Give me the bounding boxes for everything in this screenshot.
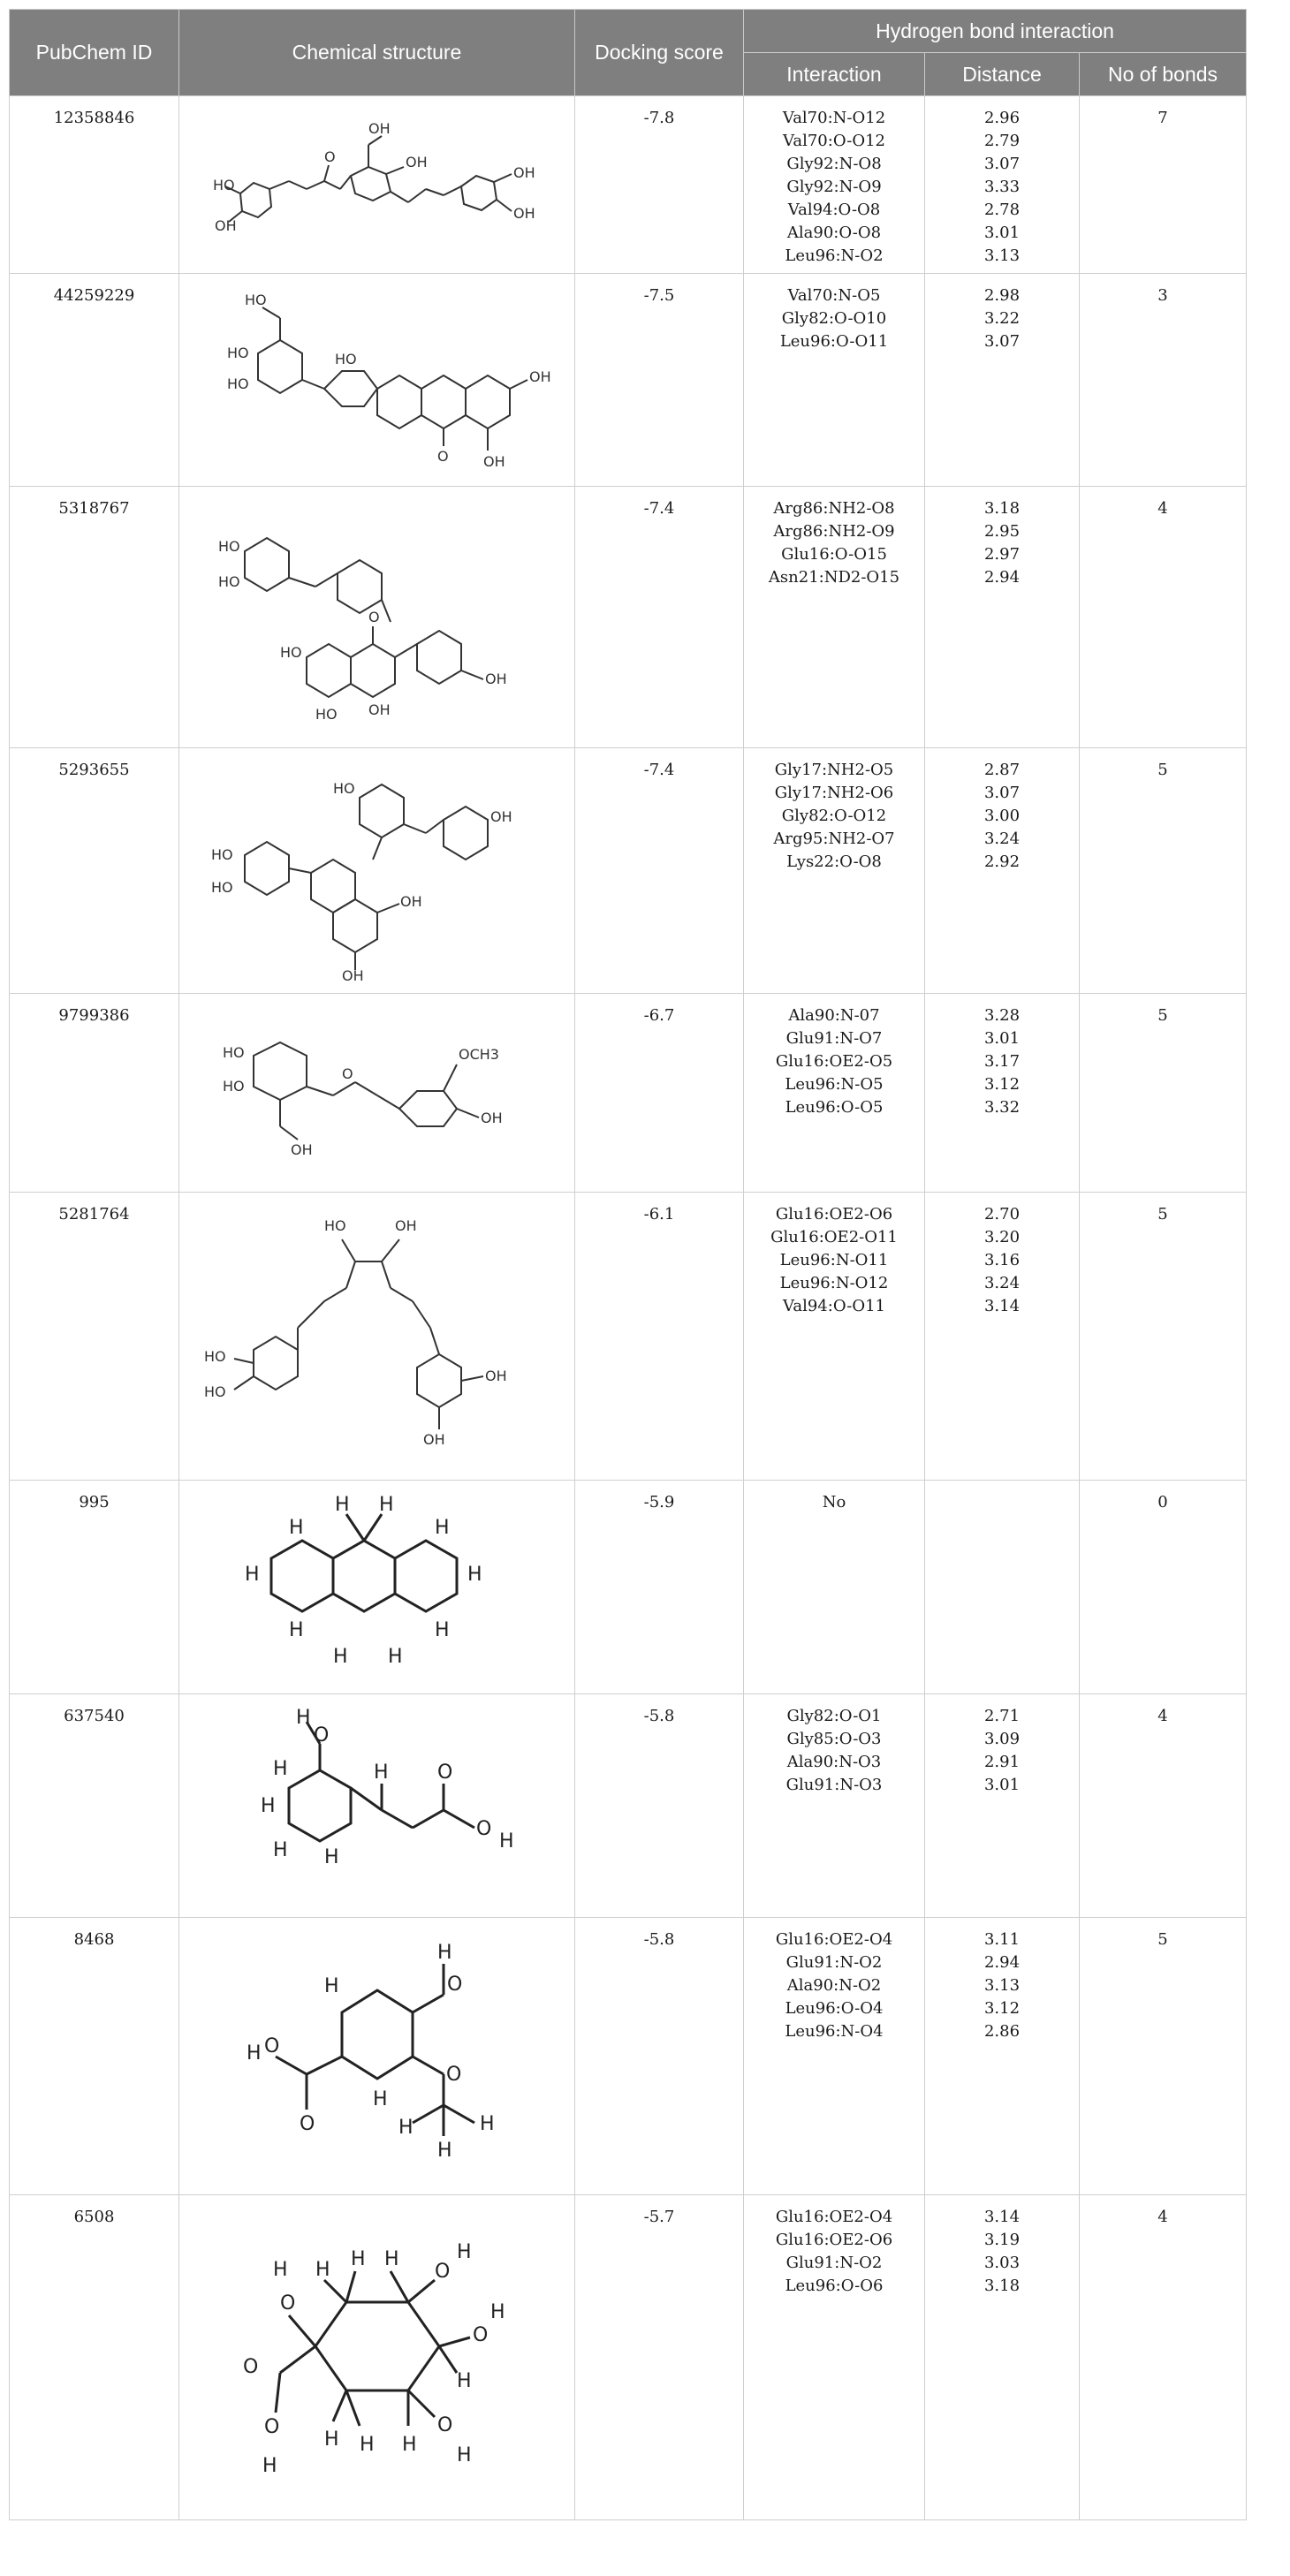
interaction-entry: Leu96:O-O4 — [785, 1999, 884, 2018]
svg-text:OH: OH — [528, 368, 551, 385]
svg-text:H: H — [479, 2112, 495, 2135]
svg-text:HO: HO — [332, 780, 355, 797]
chemical-structure-image — [192, 2205, 563, 2510]
table-row — [10, 274, 1247, 487]
distance-entry: 2.91 — [983, 1753, 1021, 1771]
svg-text:OH: OH — [341, 967, 364, 983]
interaction-cell — [744, 994, 925, 1193]
distance-entry: 3.07 — [983, 784, 1021, 802]
interaction-entry: Ala90:N-07 — [788, 1006, 880, 1025]
interaction-cell — [744, 274, 925, 487]
svg-text:OCH3: OCH3 — [458, 1045, 499, 1063]
distance-entry: 3.17 — [983, 1052, 1021, 1071]
distance-entry: 3.33 — [983, 178, 1021, 196]
docking-results-table — [9, 9, 1247, 2520]
table-row — [10, 1918, 1247, 2195]
distance-entry: 3.20 — [983, 1228, 1021, 1246]
interaction-entry: Gly82:O-O12 — [781, 807, 887, 825]
svg-text:O: O — [368, 608, 380, 625]
interaction-entry: Leu96:N-O4 — [785, 2022, 884, 2041]
structure-cell — [179, 96, 575, 274]
distance-entry: 3.12 — [983, 1075, 1021, 1094]
svg-text:H: H — [272, 1758, 288, 1780]
distance-entry: 3.01 — [983, 224, 1021, 242]
svg-text:HO: HO — [279, 643, 302, 661]
bond-count-cell: 5 — [1080, 994, 1247, 1193]
distance-entry: 2.94 — [983, 1953, 1021, 1972]
interaction-entry: Glu16:OE2-O4 — [775, 2208, 893, 2226]
chemical-structure-image — [192, 498, 563, 737]
svg-text:H: H — [436, 1941, 452, 1964]
bond-count-cell: 3 — [1080, 274, 1247, 487]
interaction-entry: Val94:O-O11 — [783, 1297, 885, 1315]
svg-text:O: O — [279, 2292, 295, 2315]
svg-text:H: H — [359, 2434, 375, 2456]
svg-text:H: H — [295, 1707, 311, 1729]
svg-text:H: H — [244, 1564, 260, 1586]
table-row — [10, 1694, 1247, 1918]
svg-text:O: O — [436, 448, 449, 465]
chemical-structure-image — [192, 1704, 563, 1907]
interaction-entry: Glu91:N-O2 — [785, 1953, 883, 1972]
bond-count-cell: 4 — [1080, 487, 1247, 748]
svg-text:O: O — [434, 2261, 450, 2283]
distance-entry: 3.07 — [983, 155, 1021, 173]
interaction-entry: Leu96:N-O12 — [779, 1274, 889, 1292]
interaction-entry: Leu96:N-O5 — [785, 1075, 884, 1094]
distance-cell — [925, 1918, 1080, 2195]
svg-text:O: O — [445, 2063, 461, 2086]
interaction-cell — [744, 1481, 925, 1694]
distance-entry: 2.71 — [983, 1707, 1021, 1725]
structure-cell — [179, 274, 575, 487]
svg-text:H: H — [272, 1839, 288, 1861]
interaction-entry: Leu96:O-O6 — [785, 2277, 884, 2295]
distance-entry: 3.01 — [983, 1776, 1021, 1794]
svg-text:H: H — [373, 1762, 389, 1784]
interaction-entry: Glu91:N-O7 — [785, 1029, 883, 1048]
distance-entry: 3.13 — [983, 246, 1021, 265]
svg-text:O: O — [313, 1724, 329, 1746]
svg-text:O: O — [299, 2112, 315, 2135]
svg-text:OH: OH — [399, 893, 422, 910]
svg-text:HO: HO — [244, 292, 267, 308]
interaction-entry: Ala90:N-O2 — [786, 1976, 882, 1995]
svg-text:O: O — [242, 2356, 258, 2378]
distance-entry: 3.09 — [983, 1730, 1021, 1748]
interaction-cell — [744, 1694, 925, 1918]
svg-text:O: O — [446, 1973, 462, 1996]
svg-text:HO: HO — [212, 177, 235, 193]
chemical-structure-image — [192, 1488, 563, 1686]
structure-cell — [179, 1694, 575, 1918]
svg-text:H: H — [398, 2116, 414, 2139]
svg-text:H: H — [456, 2444, 472, 2466]
chemical-structure-image — [192, 105, 563, 264]
svg-text:OH: OH — [405, 154, 428, 170]
docking-score-cell: -7.8 — [575, 96, 744, 274]
svg-text:H: H — [434, 1517, 450, 1539]
distance-entry: 3.03 — [983, 2254, 1021, 2272]
structure-cell — [179, 1193, 575, 1481]
svg-text:H: H — [434, 1619, 450, 1641]
svg-text:OH: OH — [422, 1430, 445, 1448]
svg-text:H: H — [323, 1974, 339, 1997]
interaction-entry: Arg86:NH2-O9 — [773, 522, 895, 541]
structure-cell — [179, 2195, 575, 2520]
distance-cell — [925, 274, 1080, 487]
svg-text:HO: HO — [210, 879, 233, 896]
table-row — [10, 96, 1247, 274]
svg-text:O: O — [341, 1064, 353, 1082]
svg-text:OH: OH — [489, 808, 512, 825]
docking-score-cell: -7.4 — [575, 748, 744, 994]
interaction-entry: Glu16:OE2-O6 — [775, 2231, 893, 2249]
svg-text:H: H — [323, 2428, 339, 2451]
svg-text:H: H — [401, 2434, 417, 2456]
svg-text:H: H — [378, 1494, 394, 1516]
svg-text:H: H — [498, 1830, 514, 1852]
interaction-entry: Glu91:N-O2 — [785, 2254, 883, 2272]
table-row — [10, 748, 1247, 994]
svg-text:OH: OH — [368, 701, 391, 718]
distance-entry: 3.11 — [983, 1930, 1021, 1949]
distance-entry: 3.00 — [983, 807, 1021, 825]
docking-score-cell: -5.8 — [575, 1918, 744, 2195]
pubchem-id-cell: 995 — [10, 1481, 179, 1694]
header-chemical-structure: Chemical structure — [179, 10, 575, 96]
svg-text:H: H — [489, 2301, 505, 2323]
svg-text:O: O — [263, 2416, 279, 2438]
bond-count-cell: 5 — [1080, 748, 1247, 994]
interaction-cell — [744, 487, 925, 748]
structure-cell — [179, 748, 575, 994]
svg-text:H: H — [262, 2455, 277, 2477]
header-docking-score: Docking score — [575, 10, 744, 96]
bond-count-cell: 0 — [1080, 1481, 1247, 1694]
svg-text:OH: OH — [368, 120, 391, 137]
interaction-entry: Glu16:O-O15 — [781, 545, 887, 564]
svg-text:O: O — [436, 2414, 452, 2436]
svg-text:HO: HO — [222, 1043, 245, 1061]
interaction-entry: Arg86:NH2-O8 — [773, 499, 895, 518]
svg-text:OH: OH — [290, 1140, 313, 1158]
interaction-entry: Asn21:ND2-O15 — [768, 568, 900, 587]
distance-entry: 2.78 — [983, 201, 1021, 219]
distance-entry: 3.24 — [983, 1274, 1021, 1292]
table-row — [10, 1481, 1247, 1694]
structure-cell — [179, 1918, 575, 2195]
distance-entry: 3.24 — [983, 830, 1021, 848]
svg-text:H: H — [456, 2241, 472, 2263]
chemical-structure-image — [192, 1928, 563, 2185]
svg-text:HO: HO — [217, 537, 240, 555]
svg-text:HO: HO — [226, 375, 249, 392]
interaction-entry: Glu16:OE2-O5 — [775, 1052, 893, 1071]
bond-count-cell: 5 — [1080, 1918, 1247, 2195]
svg-text:H: H — [246, 2042, 262, 2065]
interaction-entry: Gly17:NH2-O6 — [774, 784, 894, 802]
svg-text:O: O — [263, 2034, 279, 2057]
interaction-entry: Glu16:OE2-O11 — [770, 1228, 898, 1246]
svg-text:H: H — [383, 2248, 399, 2270]
bond-count-cell: 7 — [1080, 96, 1247, 274]
interaction-entry: Gly92:N-O9 — [786, 178, 882, 196]
distance-entry: 3.14 — [983, 2208, 1021, 2226]
header-hbond-group: Hydrogen bond interaction — [744, 10, 1247, 53]
table-row — [10, 994, 1247, 1193]
svg-text:H: H — [372, 2087, 388, 2110]
svg-text:H: H — [436, 2139, 452, 2162]
distance-cell — [925, 1481, 1080, 1694]
distance-entry: 2.98 — [983, 286, 1021, 305]
pubchem-id-cell: 6508 — [10, 2195, 179, 2520]
distance-entry: 2.86 — [983, 2022, 1021, 2041]
svg-text:OH: OH — [484, 670, 507, 687]
distance-cell — [925, 1193, 1080, 1481]
interaction-entry: Leu96:N-O11 — [779, 1251, 889, 1269]
interaction-entry: Gly92:N-O8 — [786, 155, 882, 173]
bond-count-cell: 4 — [1080, 2195, 1247, 2520]
svg-text:H: H — [467, 1564, 482, 1586]
distance-cell — [925, 1694, 1080, 1918]
pubchem-id-cell: 5293655 — [10, 748, 179, 994]
distance-entry: 3.18 — [983, 2277, 1021, 2295]
svg-text:HO: HO — [203, 1347, 226, 1365]
svg-text:H: H — [323, 1846, 339, 1868]
bond-count-cell: 5 — [1080, 1193, 1247, 1481]
table-header — [10, 10, 1247, 96]
distance-entry: 3.01 — [983, 1029, 1021, 1048]
distance-entry: 2.70 — [983, 1205, 1021, 1224]
interaction-entry: Gly17:NH2-O5 — [774, 761, 894, 779]
interaction-entry: Val70:N-O5 — [787, 286, 881, 305]
svg-text:H: H — [272, 2259, 288, 2281]
docking-score-cell: -7.4 — [575, 487, 744, 748]
distance-entry: 3.12 — [983, 1999, 1021, 2018]
structure-cell — [179, 1481, 575, 1694]
interaction-entry: Ala90:O-O8 — [786, 224, 882, 242]
interaction-entry: Val94:O-O8 — [787, 201, 881, 219]
distance-entry: 3.18 — [983, 499, 1021, 518]
interaction-cell — [744, 96, 925, 274]
pubchem-id-cell: 9799386 — [10, 994, 179, 1193]
header-distance: Distance — [925, 53, 1080, 96]
chemical-structure-image — [192, 283, 563, 477]
distance-cell — [925, 994, 1080, 1193]
docking-score-cell: -5.7 — [575, 2195, 744, 2520]
table-row — [10, 2195, 1247, 2520]
distance-entry: 3.13 — [983, 1976, 1021, 1995]
distance-cell — [925, 96, 1080, 274]
interaction-cell — [744, 1918, 925, 2195]
interaction-entry: Gly82:O-O10 — [781, 309, 887, 328]
docking-score-cell: -6.7 — [575, 994, 744, 1193]
svg-text:H: H — [260, 1795, 276, 1817]
distance-entry: 2.95 — [983, 522, 1021, 541]
interaction-cell — [744, 748, 925, 994]
docking-score-cell: -6.1 — [575, 1193, 744, 1481]
distance-entry: 3.16 — [983, 1251, 1021, 1269]
svg-text:HO: HO — [315, 705, 338, 723]
svg-text:OH: OH — [484, 1367, 507, 1384]
svg-text:HO: HO — [203, 1383, 226, 1400]
distance-entry: 2.94 — [983, 568, 1021, 587]
interaction-entry: Glu16:OE2-O6 — [775, 1205, 893, 1224]
svg-text:OH: OH — [512, 164, 535, 181]
interaction-entry: Gly82:O-O1 — [786, 1707, 882, 1725]
distance-entry: 2.79 — [983, 132, 1021, 150]
distance-entry: 3.07 — [983, 332, 1021, 351]
chemical-structure-image — [192, 1003, 563, 1184]
interaction-entry: Arg95:NH2-O7 — [773, 830, 895, 848]
distance-entry: 3.22 — [983, 309, 1021, 328]
document-page — [9, 9, 1246, 2520]
distance-entry: 3.19 — [983, 2231, 1021, 2249]
structure-cell — [179, 487, 575, 748]
table-row — [10, 1193, 1247, 1481]
distance-entry: 3.32 — [983, 1098, 1021, 1117]
header-interaction: Interaction — [744, 53, 925, 96]
svg-text:H: H — [350, 2248, 366, 2270]
interaction-entry: Val70:N-O12 — [782, 109, 886, 127]
svg-text:HO: HO — [334, 351, 357, 367]
svg-text:OH: OH — [214, 217, 237, 234]
svg-text:O: O — [472, 2324, 488, 2346]
interaction-entry: Ala90:N-O3 — [786, 1753, 882, 1771]
svg-text:H: H — [332, 1646, 348, 1668]
header-no-of-bonds: No of bonds — [1080, 53, 1247, 96]
svg-text:H: H — [387, 1646, 403, 1668]
distance-entry: 2.97 — [983, 545, 1021, 564]
svg-text:HO: HO — [217, 572, 240, 590]
svg-text:H: H — [288, 1619, 304, 1641]
distance-cell — [925, 748, 1080, 994]
svg-text:O: O — [475, 1818, 491, 1840]
interaction-entry: Leu96:O-O5 — [785, 1098, 884, 1117]
interaction-cell — [744, 1193, 925, 1481]
docking-score-cell: -7.5 — [575, 274, 744, 487]
interaction-entry: No — [822, 1493, 846, 1512]
pubchem-id-cell: 12358846 — [10, 96, 179, 274]
interaction-entry: Gly85:O-O3 — [786, 1730, 882, 1748]
docking-score-cell: -5.9 — [575, 1481, 744, 1694]
distance-cell — [925, 2195, 1080, 2520]
interaction-cell — [744, 2195, 925, 2520]
pubchem-id-cell: 8468 — [10, 1918, 179, 2195]
chemical-structure-image — [192, 1204, 563, 1469]
interaction-entry: Lys22:O-O8 — [786, 852, 882, 871]
structure-cell — [179, 994, 575, 1193]
distance-entry: 3.28 — [983, 1006, 1021, 1025]
svg-text:H: H — [456, 2370, 472, 2392]
svg-text:H: H — [315, 2259, 330, 2281]
svg-text:OH: OH — [512, 205, 535, 222]
pubchem-id-cell: 637540 — [10, 1694, 179, 1918]
docking-score-cell: -5.8 — [575, 1694, 744, 1918]
bond-count-cell: 4 — [1080, 1694, 1247, 1918]
interaction-entry: Val70:O-O12 — [783, 132, 885, 150]
svg-text:HO: HO — [226, 345, 249, 361]
svg-text:OH: OH — [394, 1216, 417, 1234]
svg-text:HO: HO — [210, 846, 233, 863]
interaction-entry: Leu96:N-O2 — [785, 246, 884, 265]
pubchem-id-cell: 5318767 — [10, 487, 179, 748]
svg-text:H: H — [288, 1517, 304, 1539]
interaction-entry: Glu91:N-O3 — [785, 1776, 883, 1794]
pubchem-id-cell: 5281764 — [10, 1193, 179, 1481]
svg-text:OH: OH — [482, 453, 505, 470]
svg-text:HO: HO — [323, 1216, 346, 1234]
header-pubchem-id: PubChem ID — [10, 10, 179, 96]
distance-cell — [925, 487, 1080, 748]
svg-text:O: O — [436, 1762, 452, 1784]
distance-entry: 2.87 — [983, 761, 1021, 779]
interaction-entry: Leu96:O-O11 — [779, 332, 889, 351]
distance-entry: 3.14 — [983, 1297, 1021, 1315]
interaction-entry: Glu16:OE2-O4 — [775, 1930, 893, 1949]
pubchem-id-cell: 44259229 — [10, 274, 179, 487]
distance-entry: 2.96 — [983, 109, 1021, 127]
svg-text:O: O — [323, 148, 336, 165]
table-row — [10, 487, 1247, 748]
chemical-structure-image — [192, 758, 563, 983]
svg-text:HO: HO — [222, 1077, 245, 1095]
distance-entry: 2.92 — [983, 852, 1021, 871]
svg-text:H: H — [334, 1494, 350, 1516]
svg-text:OH: OH — [480, 1109, 503, 1126]
